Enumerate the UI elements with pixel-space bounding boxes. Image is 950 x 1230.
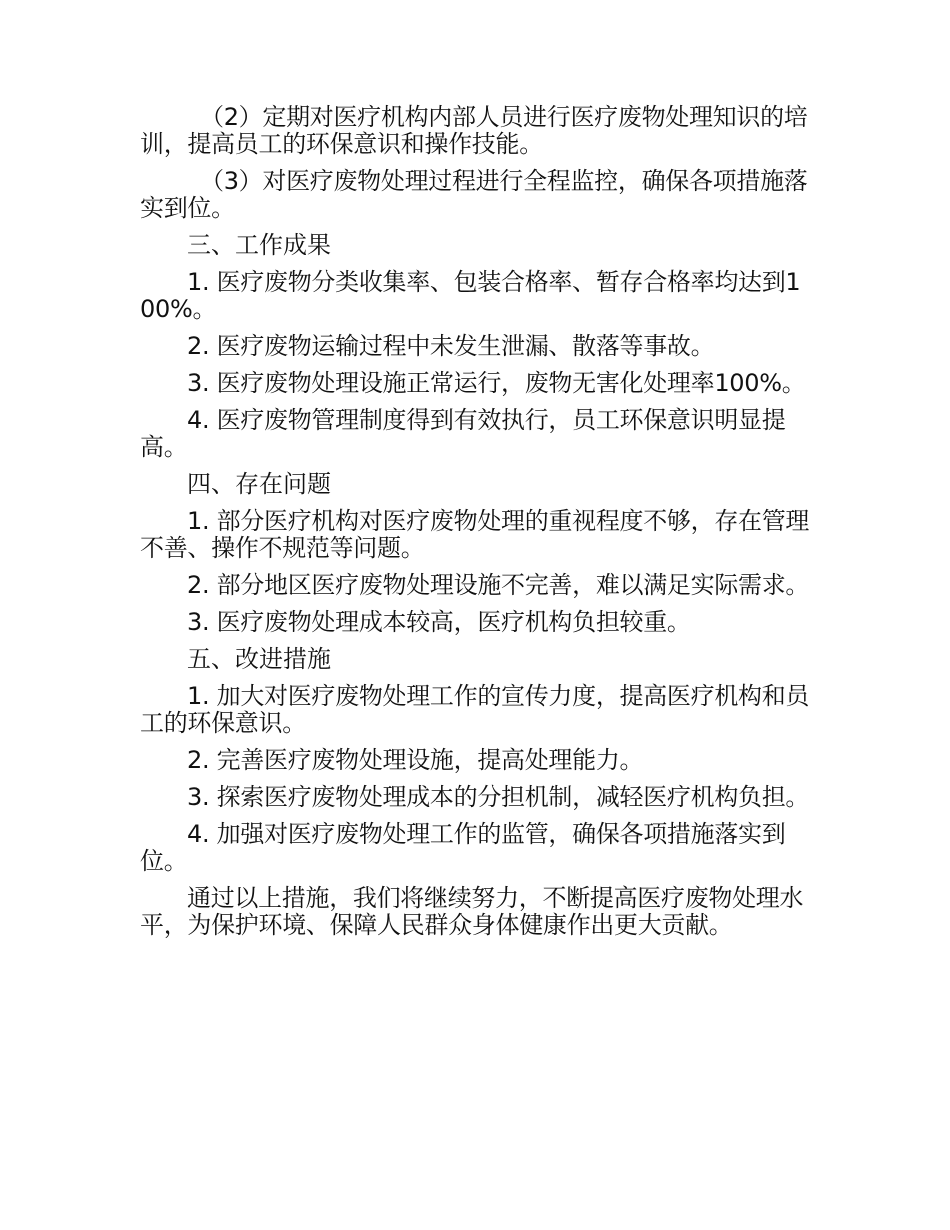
list-item: 3. 医疗废物处理成本较高，医疗机构负担较重。 bbox=[187, 608, 691, 636]
list-item: 1. 医疗废物分类收集率、包装合格率、暂存合格率均达到100%。 bbox=[140, 268, 801, 323]
list-item: 4. 医疗废物管理制度得到有效执行，员工环保意识明显提高。 bbox=[140, 406, 786, 461]
list-item: 2. 医疗废物运输过程中未发生泄漏、散落等事故。 bbox=[187, 332, 715, 360]
list-item: 4. 加强对医疗废物处理工作的监管，确保各项措施落实到位。 bbox=[140, 820, 786, 875]
section-heading-results: 三、工作成果 bbox=[187, 231, 331, 259]
section-heading-improvements: 五、改进措施 bbox=[187, 645, 331, 673]
paragraph-training: （2）定期对医疗机构内部人员进行医疗废物处理知识的培训，提高员工的环保意识和操作技能。 bbox=[140, 103, 808, 158]
list-item: 1. 加大对医疗废物处理工作的宣传力度，提高医疗机构和员工的环保意识。 bbox=[140, 682, 810, 737]
paragraph-monitoring: （3）对医疗废物处理过程进行全程监控，确保各项措施落实到位。 bbox=[140, 167, 808, 222]
list-item: 2. 完善医疗废物处理设施，提高处理能力。 bbox=[187, 746, 644, 774]
section-heading-problems: 四、存在问题 bbox=[187, 470, 331, 498]
paragraph-conclusion: 通过以上措施，我们将继续努力，不断提高医疗废物处理水平，为保护环境、保障人民群众身体健康作出更大贡献。 bbox=[140, 884, 804, 939]
document-body bbox=[140, 104, 812, 949]
list-item: 1. 部分医疗机构对医疗废物处理的重视程度不够，存在管理不善、操作不规范等问题。 bbox=[140, 507, 810, 562]
list-item: 3. 探索医疗废物处理成本的分担机制，减轻医疗机构负担。 bbox=[187, 783, 810, 811]
list-item: 2. 部分地区医疗废物处理设施不完善，难以满足实际需求。 bbox=[187, 571, 810, 599]
list-item: 3. 医疗废物处理设施正常运行，废物无害化处理率100%。 bbox=[187, 369, 806, 397]
